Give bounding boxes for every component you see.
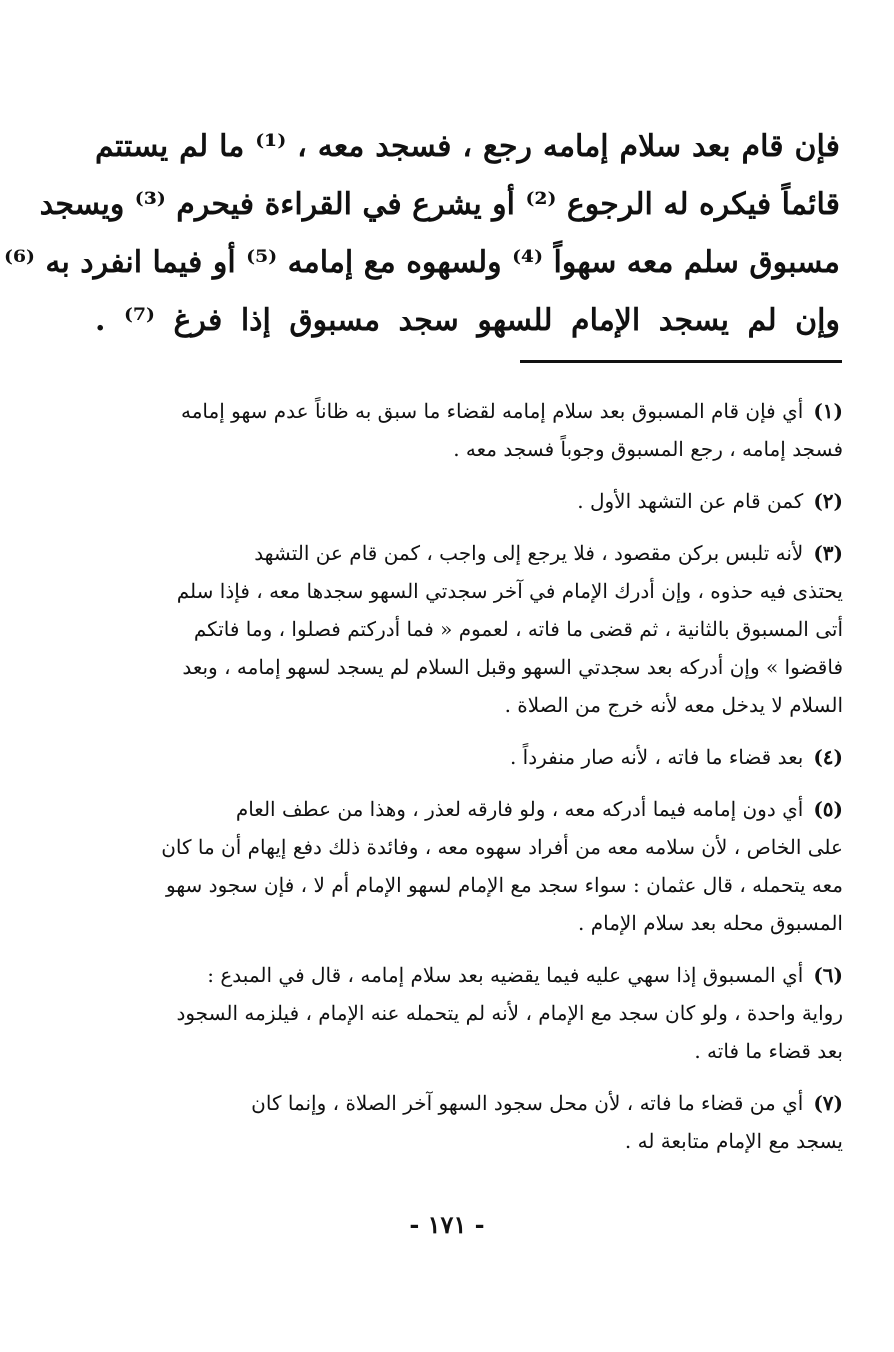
footnote-number: (٦)	[813, 963, 843, 987]
footnote-text-line: أي دون إمامه فيما أدركه معه ، ولو فارقه لعذر ، وهذا من عطف العام	[235, 797, 804, 821]
page-number: - ١٧١ -	[409, 1210, 485, 1239]
footnote-text-line: المسبوق محله بعد سلام الإمام .	[578, 911, 843, 935]
footnote-number: (٣)	[813, 541, 843, 565]
footnote-text-line: يسجد مع الإمام متابعة له .	[624, 1129, 843, 1153]
footnote-text-line: لأنه تلبس بركن مقصود ، فلا يرجع إلى واجب ، كمن قام عن التشهد	[254, 541, 804, 565]
footnote-text-line: فاقضوا » وإن أدركه بعد سجدتي السهو وقبل السلام لم يسجد لسهو إمامه ، وبعد	[182, 655, 843, 679]
footnote-number: (٥)	[813, 797, 843, 821]
footnote-number: (٤)	[813, 745, 843, 769]
footnote-number: (٧)	[813, 1091, 843, 1115]
footnote-text-line: رواية واحدة ، ولو كان سجد مع الإمام ، لأنه لم يتحمله عنه الإمام ، فيلزمه السجود	[176, 1001, 843, 1025]
footnote-6	[60, 956, 843, 1070]
footnote-2	[60, 482, 843, 520]
footnote-3	[60, 534, 843, 724]
main-text-line: مسبوق سلم معه سهواً ⁽⁴⁾ ولسهوه مع إمامه ⁽⁵⁾ أو فيما انفرد به ⁽⁶⁾	[3, 245, 840, 280]
footnote-7	[60, 1084, 843, 1160]
footnote-text-line: يحتذى فيه حذوه ، وإن أدرك الإمام في آخر سجدتي السهو سجدها معه ، فإذا سلم	[176, 579, 843, 603]
footnote-text-line: السلام لا يدخل معه لأنه خرج من الصلاة .	[504, 693, 843, 717]
footnote-text-line: أي المسبوق إذا سهي عليه فيما يقضيه بعد سلام إمامه ، قال في المبدع :	[207, 963, 804, 987]
footnote-text-line: أي فإن قام المسبوق بعد سلام إمامه لقضاء ما سبق به ظاناً عدم سهو إمامه	[180, 399, 804, 423]
footnote-text-line: بعد قضاء ما فاته .	[694, 1039, 843, 1063]
footnote-4	[60, 738, 843, 776]
footnote-text-line: أتى المسبوق بالثانية ، ثم قضى ما فاته ، لعموم « فما أدركتم فصلوا ، وما فاتكم	[193, 617, 843, 641]
main-text	[3, 118, 840, 350]
footnote-text-line: على الخاص ، لأن سلامه معه من أفراد سهوه معه ، وفائدة ذلك دفع إيهام أن ما كان	[161, 835, 843, 859]
footnote-text-line: فسجد إمامه ، رجع المسبوق وجوباً فسجد معه .	[453, 437, 843, 461]
footnote-number: (١)	[813, 399, 843, 423]
footnote-5	[60, 790, 843, 942]
footnote-text-line: أي من قضاء ما فاته ، لأن محل سجود السهو آخر الصلاة ، وإنما كان	[251, 1091, 804, 1115]
footnote-divider	[520, 360, 842, 363]
footnote-text-line: كمن قام عن التشهد الأول .	[577, 489, 804, 513]
footnotes	[60, 392, 843, 1174]
footnote-1	[60, 392, 843, 468]
footnote-number: (٢)	[813, 489, 843, 513]
main-text-line: فإن قام بعد سلام إمامه رجع ، فسجد معه ، ⁽¹⁾ ما لم يستتم	[95, 129, 840, 164]
main-text-line: قائماً فيكره له الرجوع ⁽²⁾ أو يشرع في القراءة فيحرم ⁽³⁾ ويسجد	[39, 187, 840, 222]
footnote-text-line: بعد قضاء ما فاته ، لأنه صار منفرداً .	[509, 745, 804, 769]
footnote-text-line: معه يتحمله ، قال عثمان : سواء سجد مع الإمام لسهو الإمام أم لا ، فإن سجود سهو	[166, 873, 843, 897]
main-text-line: وإن لم يسجد الإمام للسهو سجد مسبوق إذا فرغ ⁽⁷⁾ .	[95, 303, 840, 338]
